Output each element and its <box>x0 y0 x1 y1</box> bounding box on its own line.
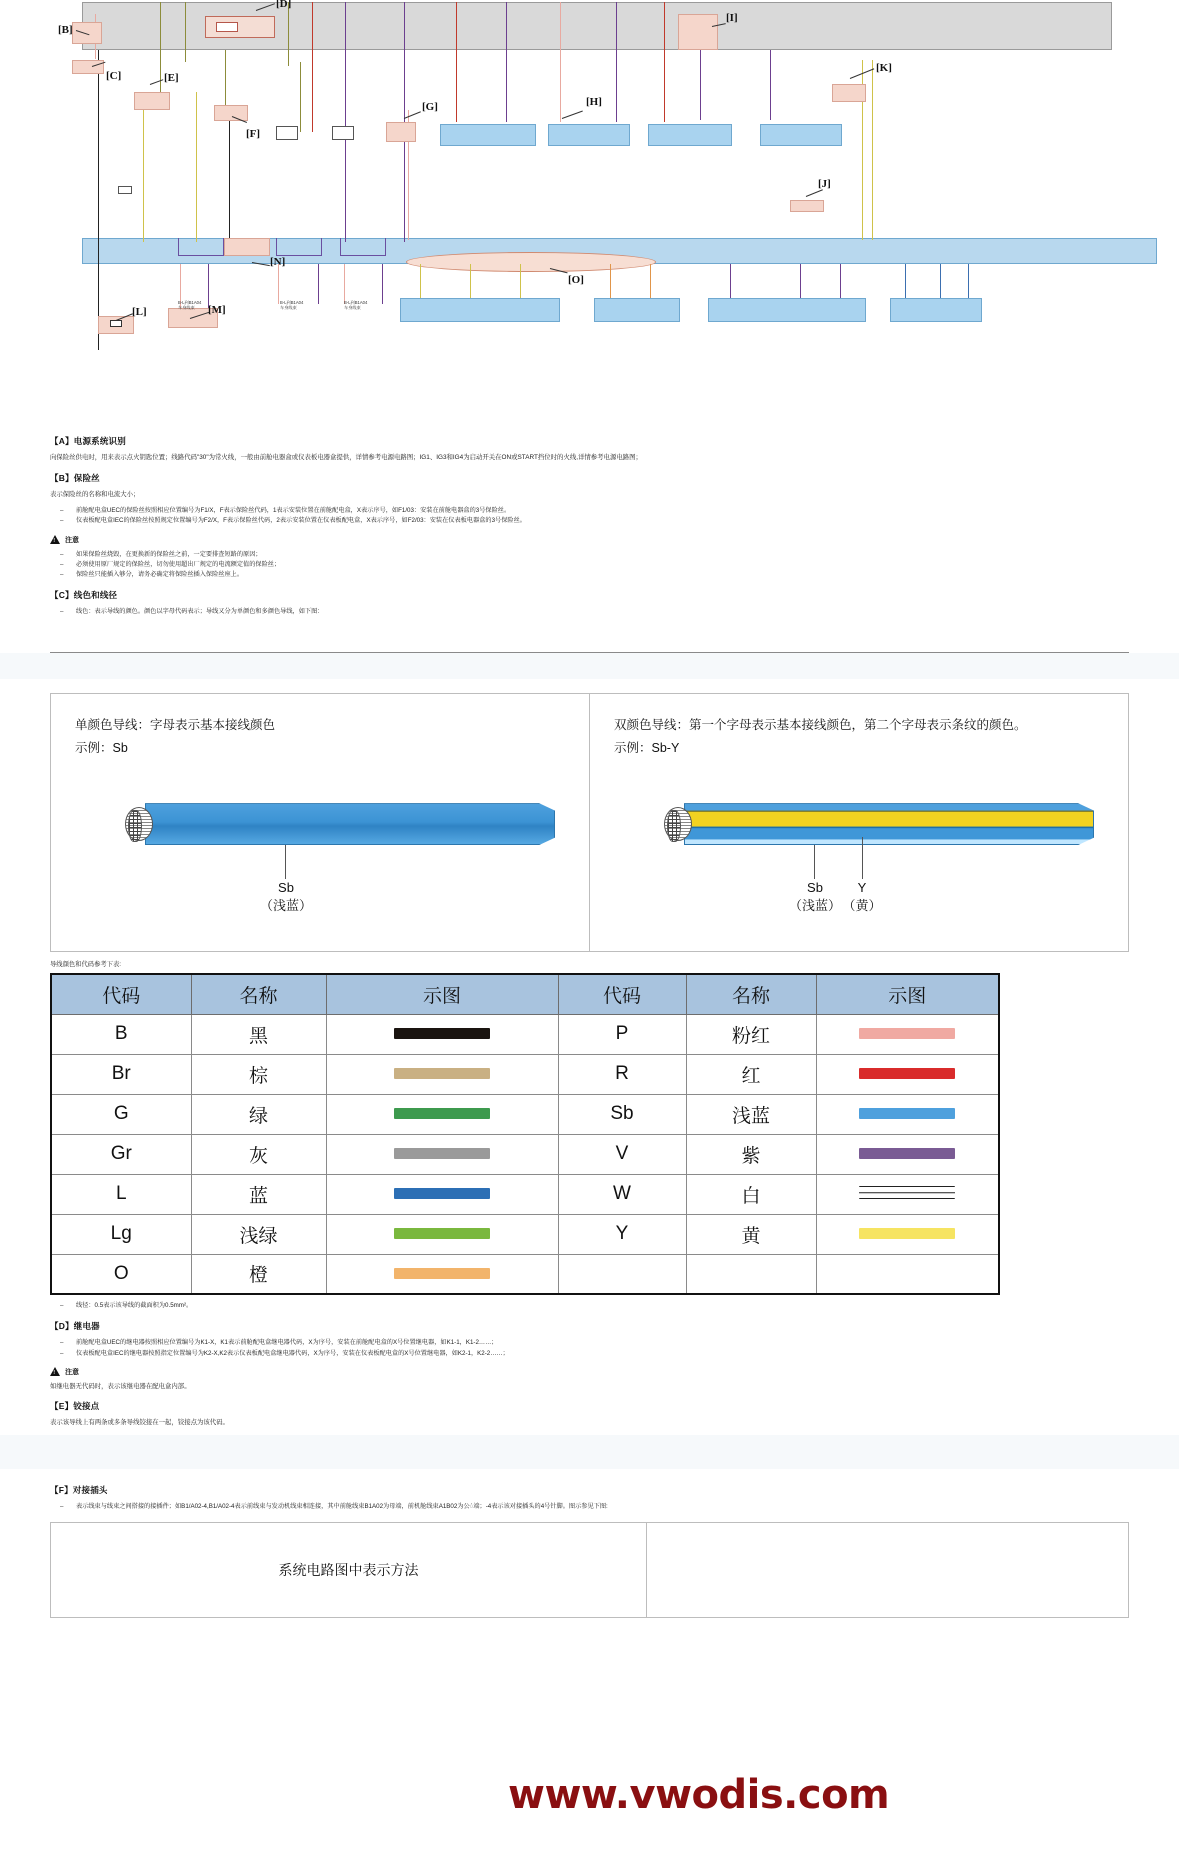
cell-code-left: B <box>51 1014 191 1054</box>
cell-swatch-left <box>326 1054 558 1094</box>
color-swatch <box>859 1186 955 1199</box>
dual-color-title: 双颜色导线：第一个字母表示基本接线颜色，第二个字母表示条纹的颜色。 <box>614 717 1027 732</box>
callout-l: [L] <box>132 306 147 318</box>
list-item: – 表示线束与线束之间搭接的接插件；如B1/A02-4,B1/A02-4表示前线束与发动机线束相连接，其中前舱线束B1A02为母端，前机舱线束A1B02为公ं端；-4表示该对接插头的4号针脚。图示参见下图: <box>50 1502 1129 1512</box>
cell-name-right: 紫 <box>686 1134 816 1174</box>
cell-name-left: 绿 <box>191 1094 326 1134</box>
cell-swatch-right <box>816 1094 999 1134</box>
table-row <box>51 1214 999 1254</box>
callout-k: [K] <box>876 62 892 74</box>
fuse-box <box>214 105 248 121</box>
callout-leader <box>404 111 421 119</box>
section-d-note-body: 如继电器无代码时，表示该继电器在配电盒内部。 <box>50 1382 191 1390</box>
cell-name-left: 橙 <box>191 1254 326 1294</box>
col-swatch-left: 示图 <box>326 974 558 1014</box>
list-item: – 线色：表示导线的颜色。颜色以字母代码表示；导线又分为单颜色和多颜色导线，如下图： <box>50 607 1129 617</box>
lead-line <box>285 845 286 879</box>
feed-line <box>229 112 230 242</box>
cell-name-right: 浅蓝 <box>686 1094 816 1134</box>
list-item: – 仪表板配电盒IEC的保险丝按照规定位置编号为F2/X，F表示保险丝代码，2表示安装位置在仪表板配电盒，X表示序号，如F2/03：安装在仪表板电器盒的3号保险丝。 <box>50 516 1129 526</box>
wire-jacket <box>145 803 555 845</box>
col-code-left: 代码 <box>51 974 191 1014</box>
callout-leader <box>562 111 583 119</box>
list-item: – 仪表板配电盒IEC的继电器按照指定位置编号为K2-X,K2表示仪表板配电盒继电器代码，X为序号，安装在仪表板配电盒的X号位置继电器，如K2-1，K2-2……； <box>50 1349 1129 1359</box>
feed-line <box>300 62 301 132</box>
control-module <box>760 124 842 146</box>
page-gap-band <box>0 1435 1179 1469</box>
drop-line <box>382 264 383 304</box>
cell-code-left: G <box>51 1094 191 1134</box>
wire-color-name: （浅蓝） <box>259 897 312 913</box>
relay-box <box>118 186 132 194</box>
drop-line <box>940 264 941 298</box>
drop-line <box>730 264 731 298</box>
section-c-bullets <box>50 607 1129 617</box>
drop-line <box>470 264 471 298</box>
callout-i: [I] <box>726 12 738 24</box>
cell-swatch-left <box>326 1174 558 1214</box>
single-color-title: 单颜色导线：字母表示基本接线颜色 <box>75 717 276 732</box>
cell-name-left: 浅绿 <box>191 1214 326 1254</box>
col-code-right: 代码 <box>558 974 686 1014</box>
section-b-title: 【B】保险丝 <box>50 472 100 483</box>
section-b-note-title: ! 注意 <box>50 535 1129 545</box>
bottom-text-block <box>0 1295 1179 1428</box>
callout-h: [H] <box>586 96 602 108</box>
wire-gauge-note <box>50 1301 1129 1311</box>
table-row <box>51 1134 999 1174</box>
warning-triangle-icon <box>50 535 60 544</box>
drop-line <box>208 264 209 308</box>
color-swatch <box>394 1148 490 1159</box>
table-row <box>51 1014 999 1054</box>
callout-n: [N] <box>270 256 286 268</box>
cell-name-left: 蓝 <box>191 1174 326 1214</box>
dual-color-example: 示例：Sb-Y <box>614 741 680 756</box>
cell-code-right: Y <box>558 1214 686 1254</box>
section-d-title: 【D】继电器 <box>50 1321 100 1332</box>
cell-code-right: W <box>558 1174 686 1214</box>
section-b-note-bullets <box>50 550 1129 581</box>
color-swatch <box>859 1148 955 1159</box>
feed-line <box>770 50 771 120</box>
feed-line <box>456 2 457 122</box>
method-label: 系统电路图中表示方法 <box>278 1562 419 1579</box>
drop-line <box>344 264 345 304</box>
feed-line <box>185 2 186 62</box>
table-body <box>51 1014 999 1294</box>
control-module <box>890 298 982 322</box>
page-gap-band <box>0 653 1179 679</box>
callout-d: [D] <box>276 0 292 10</box>
cell-swatch-right <box>816 1054 999 1094</box>
legend-text-block <box>0 420 1179 618</box>
color-swatch <box>394 1188 490 1199</box>
section-b-body: 表示保险丝的名称和电流大小； <box>50 490 140 498</box>
cell-name-right: 红 <box>686 1054 816 1094</box>
fuse-box <box>134 92 170 110</box>
table-row <box>51 1094 999 1134</box>
section-f-title: 【F】对接插头 <box>50 1485 108 1496</box>
callout-leader <box>806 189 823 197</box>
wire-group-bracket <box>340 238 386 256</box>
fuse-box <box>832 84 866 102</box>
feed-line <box>288 2 289 66</box>
color-swatch <box>394 1108 490 1119</box>
fuse-box <box>386 122 416 142</box>
feed-line <box>506 2 507 122</box>
control-module <box>594 298 680 322</box>
callout-leader <box>150 79 163 85</box>
fuse-box <box>224 238 270 256</box>
cell-name-right: 粉红 <box>686 1014 816 1054</box>
list-item: – 必须使用原厂规定的保险丝，切勿使用超出厂规定的电流额定值的保险丝； <box>50 560 1129 570</box>
callout-f: [F] <box>246 128 261 140</box>
cell-swatch-left <box>326 1214 558 1254</box>
wire-group-label: B-L到B1A04 车身线束 <box>178 300 202 311</box>
callout-e: [E] <box>164 72 179 84</box>
color-swatch <box>394 1228 490 1239</box>
wire-jacket <box>684 803 1094 845</box>
wire-example-panels <box>50 693 1129 953</box>
section-f-bullets <box>50 1502 1129 1512</box>
cell-code-right: Sb <box>558 1094 686 1134</box>
cell-swatch-right <box>816 1254 999 1294</box>
color-swatch <box>394 1068 490 1079</box>
section-a-body: 向保险丝供电时，用来表示点火钥匙位置；线路代码"30"为常火线，一般由前舱电器盒或仪表板电器盒提供，详情参考电源电路图；IG1、IG3和IG4为启动开关在ON或START挡位时的火线,详情参考电源电路图； <box>50 454 642 461</box>
callout-c: [C] <box>106 70 122 82</box>
feed-line <box>560 2 561 122</box>
cell-name-right: 白 <box>686 1174 816 1214</box>
relay-box <box>276 126 298 140</box>
single-wire-illustration <box>75 783 565 933</box>
list-item: – 线径：0.5表示该导线的截面积为0.5mm²。 <box>50 1301 1129 1311</box>
wiring-diagram <box>0 0 1179 420</box>
warning-triangle-icon <box>50 1367 60 1376</box>
section-b-bullets <box>50 506 1129 526</box>
wire-group-bracket <box>178 238 224 256</box>
drop-line <box>610 264 611 298</box>
cell-code-left: O <box>51 1254 191 1294</box>
lead-line <box>862 837 863 879</box>
section-c-title: 【C】线色和线径 <box>50 590 118 601</box>
col-name-right: 名称 <box>686 974 816 1014</box>
cell-swatch-right <box>816 1174 999 1214</box>
cell-code-right: V <box>558 1134 686 1174</box>
cell-code-left: Gr <box>51 1134 191 1174</box>
cell-swatch-right <box>816 1134 999 1174</box>
color-table-caption: 导线颜色和代码参考下表: <box>50 961 122 969</box>
list-item: – 如果保险丝烧毁，在更换新的保险丝之前，一定要排查短路的原因； <box>50 550 1129 560</box>
wire-core-strands <box>664 807 692 841</box>
drop-line <box>650 264 651 298</box>
dual-wire-illustration <box>614 783 1104 933</box>
callout-j: [J] <box>818 178 831 190</box>
col-swatch-right: 示图 <box>816 974 999 1014</box>
callout-m: [M] <box>208 304 226 316</box>
table-row <box>51 1254 999 1294</box>
feed-line <box>345 2 346 242</box>
cell-code-left: Lg <box>51 1214 191 1254</box>
wire-code: Sb <box>278 880 294 896</box>
drop-line <box>840 264 841 298</box>
drop-line <box>420 264 421 298</box>
color-swatch <box>394 1268 490 1279</box>
cell-swatch-left <box>326 1254 558 1294</box>
fuse-box <box>790 200 824 212</box>
list-item: – 保险丝只能插入够分，请务必确定将保险丝插入保险丝座上。 <box>50 570 1129 580</box>
wire-group-label: B-L到B1A04 车身线束 <box>344 300 368 311</box>
feed-line <box>160 2 161 92</box>
wire-group-bracket <box>276 238 322 256</box>
cell-swatch-left <box>326 1014 558 1054</box>
cell-swatch-right <box>816 1014 999 1054</box>
cell-swatch-right <box>816 1214 999 1254</box>
feed-line <box>872 60 873 240</box>
splice-bus <box>406 252 656 272</box>
color-swatch <box>859 1228 955 1239</box>
cell-name-left: 灰 <box>191 1134 326 1174</box>
feed-line <box>143 92 144 242</box>
wire-code: Sb <box>807 880 823 896</box>
site-watermark: www.vwodis.com <box>508 1772 890 1818</box>
drop-line <box>905 264 906 298</box>
lead-line <box>814 845 815 879</box>
method-illustration-area <box>646 1523 1128 1617</box>
wire-core-strands <box>125 807 153 841</box>
cell-name-left: 棕 <box>191 1054 326 1094</box>
feed-line <box>664 2 665 122</box>
control-module <box>400 298 560 322</box>
cell-code-left: Br <box>51 1054 191 1094</box>
control-module <box>708 298 866 322</box>
drop-line <box>968 264 969 298</box>
table-row <box>51 1174 999 1214</box>
callout-b: [B] <box>58 24 73 36</box>
feed-line <box>225 50 226 112</box>
cell-swatch-left <box>326 1134 558 1174</box>
feed-line <box>616 2 617 122</box>
cell-code-right: R <box>558 1054 686 1094</box>
fuse-box <box>72 60 104 74</box>
color-swatch <box>394 1028 490 1039</box>
cell-name-left: 黑 <box>191 1014 326 1054</box>
cell-swatch-left <box>326 1094 558 1134</box>
section-f-block <box>0 1469 1179 1512</box>
single-color-panel <box>51 694 589 952</box>
cell-code-right: P <box>558 1014 686 1054</box>
dual-color-panel <box>589 694 1128 952</box>
control-module <box>648 124 732 146</box>
single-color-example: 示例：Sb <box>75 741 128 756</box>
single-wire-label <box>250 879 322 914</box>
callout-o: [O] <box>568 274 584 286</box>
callout-g: [G] <box>422 101 438 113</box>
feed-line <box>196 92 197 242</box>
feed-line <box>700 50 701 120</box>
cell-code-left: L <box>51 1174 191 1214</box>
color-swatch <box>859 1108 955 1119</box>
col-name-left: 名称 <box>191 974 326 1014</box>
section-e-title: 【E】铰接点 <box>50 1401 100 1412</box>
drop-line <box>98 264 99 316</box>
list-item: – 前舱配电盒UEC的保险丝按照相应位置编号为F1/X，F表示保险丝代码，1表示安装位置在前舱配电盒，X表示序号，如F1/03：安装在前舱电器盒的3号保险丝。 <box>50 506 1129 516</box>
bus-connector-pin <box>216 22 238 32</box>
dual-wire-label-stripe <box>830 879 894 914</box>
control-module <box>440 124 536 146</box>
section-d-bullets <box>50 1338 1129 1358</box>
cell-name-right <box>686 1254 816 1294</box>
table-header-row <box>51 974 999 1014</box>
control-module <box>548 124 630 146</box>
wire-color-name: （黄） <box>842 897 882 913</box>
feed-line <box>312 2 313 132</box>
section-e-body: 表示该导线上有两条或多条导线铰接在一起，铰接点为该代码。 <box>50 1419 229 1427</box>
section-a-title: 【A】电源系统识别 <box>50 436 126 446</box>
drop-line <box>520 264 521 298</box>
list-item: – 前舱配电盒UEC的继电器按照相应位置编号为K1-X，K1表示前舱配电盒继电器代码，X为序号，安装在前舱配电盒的X号位置继电器，如K1-1，K1-2……； <box>50 1338 1129 1348</box>
table-row <box>51 1054 999 1094</box>
fuse-box <box>678 14 718 50</box>
drop-line <box>318 264 319 304</box>
circuit-method-box <box>50 1522 1129 1618</box>
relay-box <box>332 126 354 140</box>
drop-line <box>800 264 801 298</box>
wire-color-name: （浅蓝） <box>788 897 841 913</box>
cell-name-right: 黄 <box>686 1214 816 1254</box>
drop-line <box>278 264 279 304</box>
wire-group-label: B-L到B1A04 车身线束 <box>280 300 304 311</box>
section-d-note-title: ! 注意 <box>50 1367 1129 1377</box>
cell-code-right <box>558 1254 686 1294</box>
wire-code: Y <box>857 880 867 896</box>
ground-symbol <box>110 320 122 327</box>
color-swatch <box>859 1068 955 1079</box>
color-swatch <box>859 1028 955 1039</box>
wire-color-table <box>50 973 1000 1295</box>
